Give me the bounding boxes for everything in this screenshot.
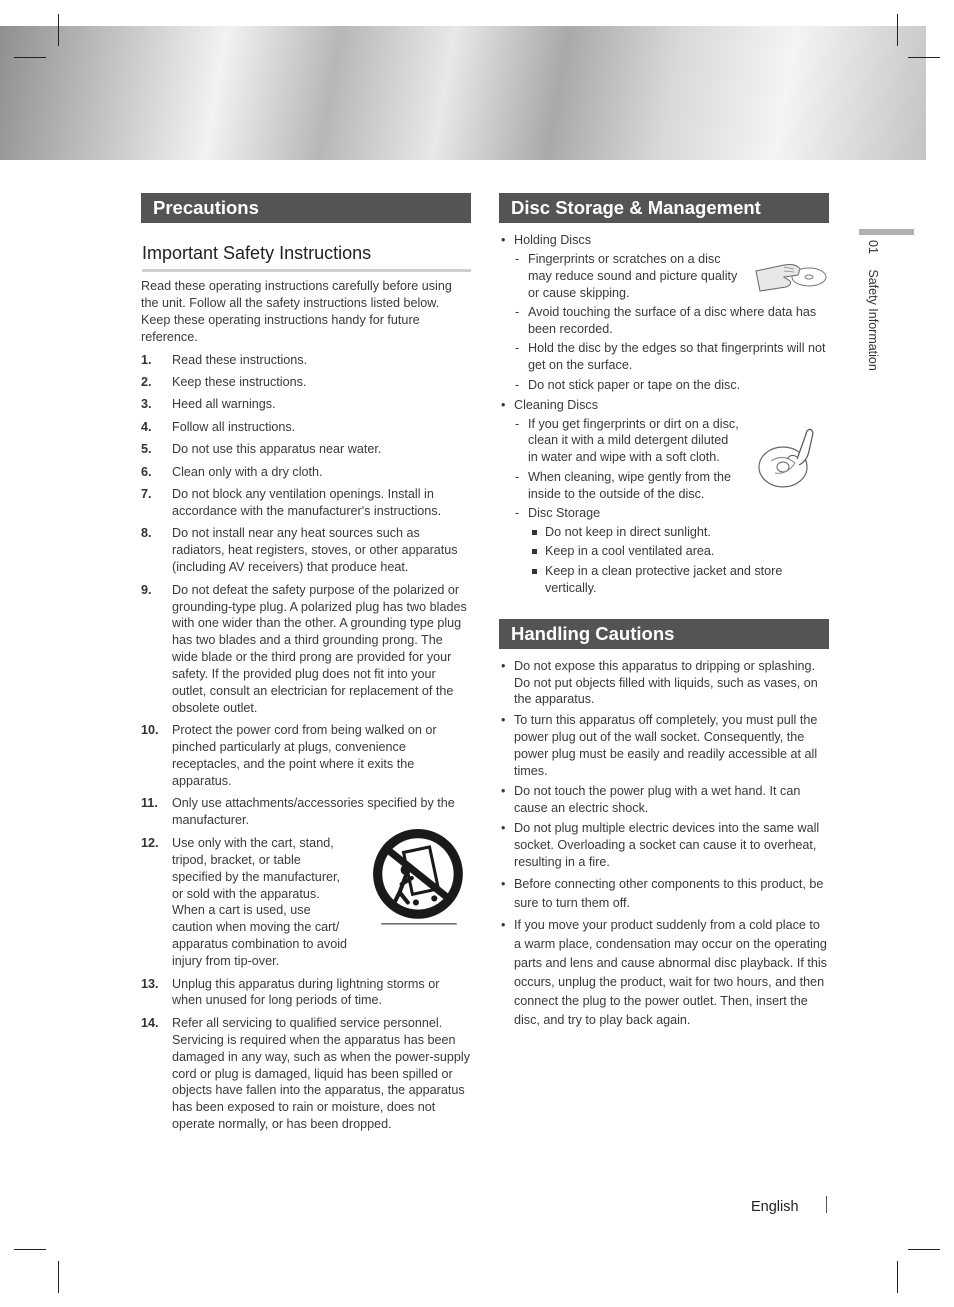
- list-item: [141, 1015, 471, 1133]
- item-number: 8.: [141, 526, 152, 541]
- item-text: Keep these instructions.: [172, 375, 307, 390]
- cart-tip-over-warning-icon: [369, 827, 471, 929]
- crop-mark: [58, 1261, 59, 1293]
- item-number: 6.: [141, 464, 152, 479]
- item-number: 4.: [141, 419, 152, 434]
- list-item: • If you move your product suddenly from a cold place to a warm place, condensation may occur on the operating parts and lens and cause abnormal disc playback. If this occurs, unplug the product, wait for two hours, and then connect the plug to the power outlet. Then, insert the disc, and try to play back again.: [499, 916, 829, 1030]
- list-item: - If you get fingerprints or dirt on a disc, clean it with a mild detergent diluted in water and wipe with a soft cloth.: [514, 416, 829, 467]
- footer-divider: [826, 1196, 827, 1213]
- disc-storage-tips-list: [528, 524, 829, 597]
- chapter-title: Safety Information: [866, 269, 880, 371]
- crop-mark: [897, 1261, 898, 1293]
- list-item: - Do not stick paper or tape on the disc.: [514, 377, 829, 394]
- item-text: Do not block any ventilation openings. Install in accordance with the manufacturer's instructions.: [172, 487, 442, 518]
- list-item: [141, 976, 471, 1010]
- list-item: [141, 464, 471, 481]
- item-text: Do not defeat the safety purpose of the polarized or grounding-type plug. A polarized plug has two blades with one wider than the other. A grounding type plug has two blades and a third grounding prong. The wide blade or the third prong are provided for your safety. If the provided plug does not fit into your outlet, consult an electrician for replacement of the obsolete outlet.: [172, 582, 467, 715]
- list-item: • Before connecting other components to this product, be sure to turn them off.: [499, 875, 829, 913]
- list-item: [514, 505, 829, 597]
- item-text: Refer all servicing to qualified service personnel. Servicing is required when the apparatus has been damaged in any way, such as when the power-supply cord or plug is damaged, liquid has been spilled or objects have fallen into the apparatus, the apparatus has been exposed to rain or moisture, does not operate normally, or has been dropped.: [172, 1015, 470, 1132]
- crop-mark: [897, 14, 898, 46]
- disc-storage-label: Disc Storage: [528, 506, 601, 521]
- item-number: 7.: [141, 487, 152, 502]
- list-item: - Fingerprints or scratches on a disc may reduce sound and picture quality or cause skipping.: [514, 251, 829, 302]
- item-number: 12.: [141, 835, 159, 850]
- intro-paragraph: Read these operating instructions carefully before using the unit. Follow all the safety instructions listed below. Keep these operating instructions handy for future reference.: [141, 279, 452, 344]
- item-text: Do not install near any heat sources such as radiators, heat registers, stoves, or other apparatus (including AV receivers) that produce heat.: [172, 526, 458, 575]
- list-item: • Do not expose this apparatus to dripping or splashing. Do not put objects filled with liquids, such as vases, on the apparatus.: [499, 658, 829, 709]
- item-text: Protect the power cord from being walked on or pinched particularly at plugs, convenience receptacles, and the point where it exits the apparatus.: [172, 723, 437, 789]
- item-text: Use only with the cart, stand, tripod, bracket, or table specified by the manufacturer, or sold with the apparatus. When a cart is used, use caution when moving the cart/ apparatus combination to avoid injury from tip-over.: [172, 835, 348, 969]
- list-item: - Avoid touching the surface of a disc where data has been recorded.: [514, 304, 829, 338]
- crop-mark: [908, 1249, 940, 1250]
- list-item: [141, 374, 471, 391]
- precautions-heading: Precautions: [141, 193, 471, 223]
- list-item: • Do not touch the power plug with a wet hand. It can cause an electric shock.: [499, 783, 829, 817]
- footer-language: English: [751, 1199, 799, 1215]
- item-number: 3.: [141, 397, 152, 412]
- list-item: [141, 795, 471, 829]
- crop-mark: [14, 1249, 46, 1250]
- item-number: 5.: [141, 442, 152, 457]
- item-text: Read these instructions.: [172, 352, 308, 367]
- precautions-column: [141, 193, 471, 1139]
- list-item: [141, 486, 471, 520]
- safety-instructions-subheading: Important Safety Instructions: [142, 243, 471, 272]
- item-number: 14.: [141, 1015, 159, 1030]
- list-item: - Hold the disc by the edges so that fingerprints will not get on the surface.: [514, 340, 829, 374]
- list-item: Keep in a cool ventilated area.: [528, 543, 829, 560]
- cleaning-discs-label: Cleaning Discs: [514, 397, 598, 412]
- item-number: 9.: [141, 582, 152, 597]
- list-item: • To turn this apparatus off completely, you must pull the power plug out of the wall socket. Consequently, the power plug must be easily and readily accessible at all times.: [499, 712, 829, 780]
- item-number: 1.: [141, 352, 152, 367]
- list-item: [141, 352, 471, 369]
- item-text: Heed all warnings.: [172, 397, 276, 412]
- list-item: [141, 419, 471, 436]
- disc-storage-section: [499, 193, 829, 597]
- item-number: 11.: [141, 796, 158, 811]
- list-item: [141, 396, 471, 413]
- item-text: Only use attachments/accessories specified by the manufacturer.: [172, 796, 455, 828]
- hand-wiping-disc-icon: [757, 423, 819, 491]
- list-item: - When cleaning, wipe gently from the inside to the outside of the disc.: [514, 469, 829, 503]
- crop-mark: [58, 14, 59, 46]
- item-number: 13.: [141, 976, 159, 991]
- list-item: Keep in a clean protective jacket and store vertically.: [528, 563, 829, 597]
- item-text: Do not use this apparatus near water.: [172, 442, 382, 457]
- list-item: [141, 525, 471, 576]
- list-item: [141, 835, 471, 970]
- header-banner: [0, 26, 926, 160]
- disc-care-column: [499, 193, 829, 1034]
- hand-holding-disc-icon: [754, 257, 828, 297]
- item-number: 10.: [141, 723, 159, 738]
- list-item: [141, 582, 471, 717]
- handling-cautions-list: [499, 658, 829, 1030]
- item-number: 2.: [141, 375, 152, 390]
- item-text: Unplug this apparatus during lightning storms or when unused for long periods of time.: [172, 976, 440, 1008]
- list-item: Do not keep in direct sunlight.: [528, 524, 829, 541]
- list-item: [141, 722, 471, 790]
- crop-mark: [14, 57, 46, 58]
- item-text: Clean only with a dry cloth.: [172, 464, 323, 479]
- handling-cautions-section: [499, 619, 829, 1030]
- handling-cautions-heading: Handling Cautions: [499, 619, 829, 649]
- chapter-tab-label: [866, 240, 880, 371]
- safety-instructions-list: [141, 352, 471, 1134]
- chapter-number: 01: [866, 240, 880, 254]
- holding-discs-label: Holding Discs: [514, 233, 591, 247]
- list-item: [141, 441, 471, 458]
- list-item: • Do not plug multiple electric devices into the same wall socket. Overloading a socket can cause it to overheat, resulting in a fire.: [499, 820, 829, 871]
- disc-storage-heading: Disc Storage & Management: [499, 193, 829, 223]
- crop-mark: [908, 57, 940, 58]
- chapter-tab-bar: [859, 229, 914, 235]
- item-text: Follow all instructions.: [172, 419, 296, 434]
